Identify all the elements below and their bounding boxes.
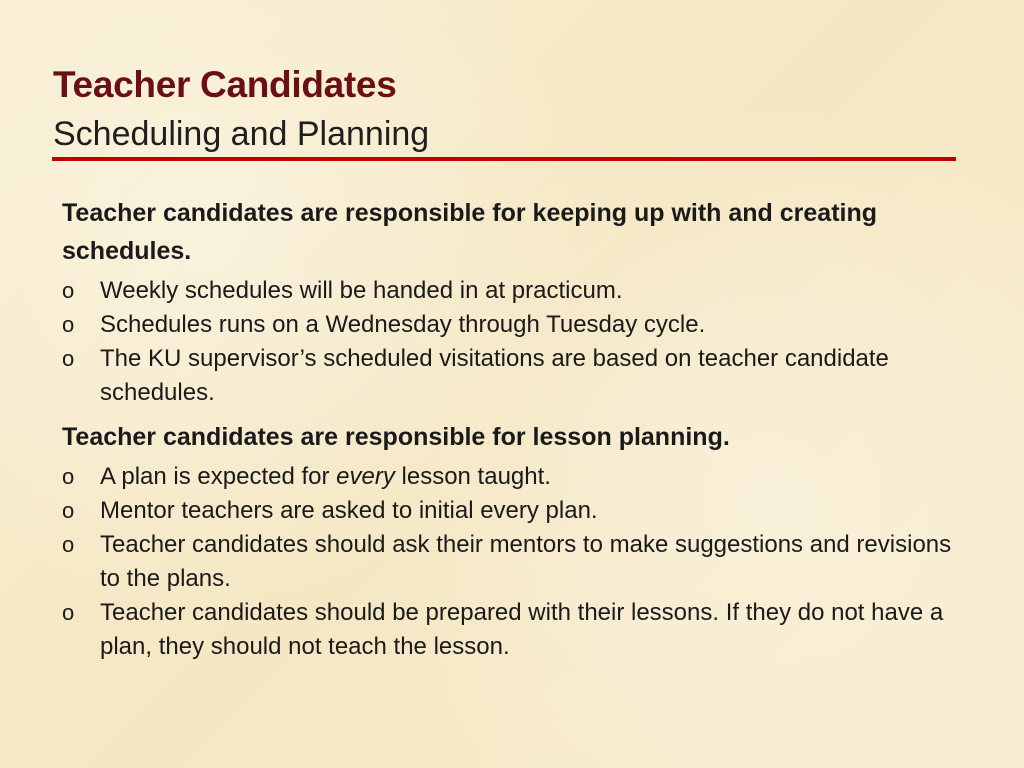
bullet-emphasis: every [336,463,395,490]
list-item [62,528,962,596]
list-item [62,308,962,342]
section-heading-schedules: Teacher candidates are responsible for keeping up with and creating schedules. [62,199,878,265]
slide-subtitle: Scheduling and Planning [53,115,430,153]
list-item [62,460,962,494]
hollow-circle-bullet-icon: o [62,464,75,489]
bullet-text: The KU supervisor’s scheduled visitations are based on teacher candidate schedules. [100,345,889,406]
bullet-text: Teacher candidates should ask their mentors to make suggestions and revisions to the plans. [100,531,952,592]
bullet-text: Schedules runs on a Wednesday through Tuesday cycle. [100,311,706,338]
hollow-circle-bullet-icon: o [62,498,75,523]
list-item [62,274,962,308]
slide-content [62,194,962,664]
bullet-text: Teacher candidates should be prepared with their lessons. If they do not have a plan, they should not teach the lesson. [100,599,944,660]
hollow-circle-bullet-icon: o [62,532,75,557]
slide-title: Teacher Candidates [53,64,397,105]
bullet-text-before: A plan is expected for [100,463,337,490]
lesson-planning-bullet-list [62,460,962,664]
list-item [62,342,962,410]
title-divider [52,157,956,161]
hollow-circle-bullet-icon: o [62,346,75,371]
bullet-text: Weekly schedules will be handed in at practicum. [100,277,623,304]
section-heading-lesson-planning: Teacher candidates are responsible for lesson planning. [62,423,730,451]
hollow-circle-bullet-icon: o [62,312,75,337]
hollow-circle-bullet-icon: o [62,600,75,625]
hollow-circle-bullet-icon: o [62,278,75,303]
bullet-text-after: lesson taught. [394,463,551,490]
list-item [62,494,962,528]
schedules-bullet-list [62,274,962,410]
bullet-text: Mentor teachers are asked to initial every plan. [100,497,598,524]
bullet-text [100,463,551,490]
list-item [62,596,962,664]
